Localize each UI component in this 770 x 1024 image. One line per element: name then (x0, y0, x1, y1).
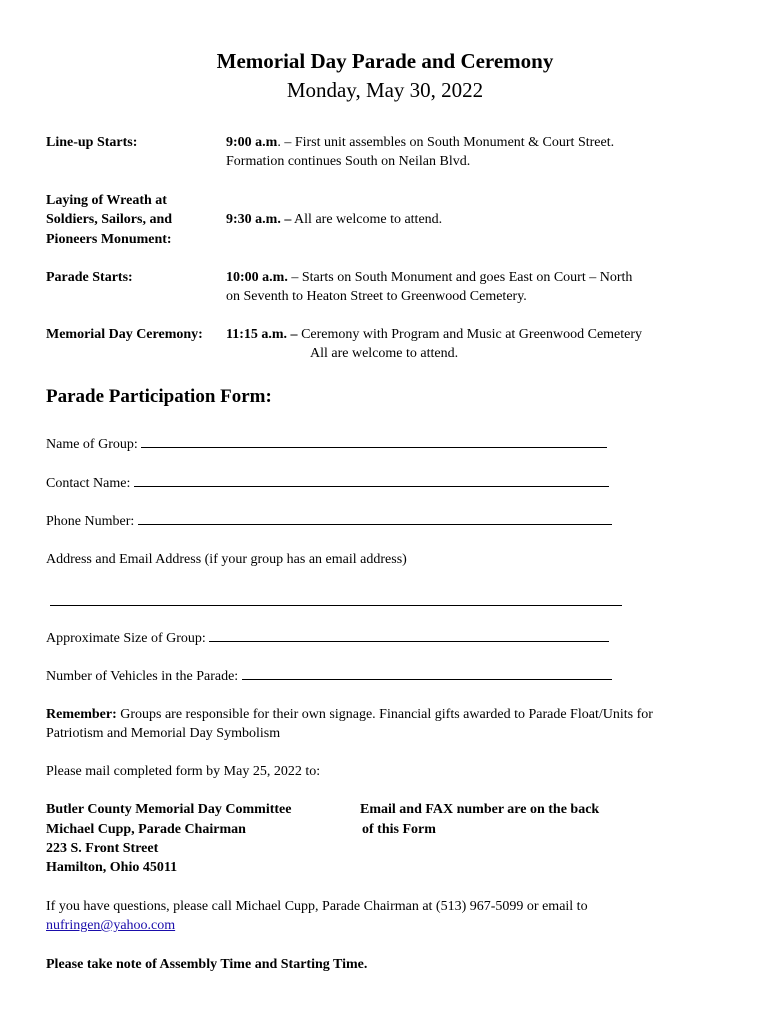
group-name-label: Name of Group: (46, 437, 138, 452)
group-size-row (46, 628, 609, 648)
parade-time: 10:00 a.m. (226, 270, 288, 285)
ceremony-desc-line1: Ceremony with Program and Music at Greenwood Cemetery (297, 327, 643, 342)
contact-name-row (46, 473, 609, 493)
wreath-label-line1: Laying of Wreath at (46, 193, 167, 208)
form-heading: Parade Participation Form: (46, 386, 272, 407)
lineup-desc-line1: . – First unit assembles on South Monument & Court Street. (277, 135, 615, 150)
phone-number-label: Phone Number: (46, 514, 135, 529)
remember-bold: Remember: (46, 707, 117, 722)
contact-name-field[interactable] (134, 473, 609, 487)
event-date: Monday, May 30, 2022 (286, 78, 484, 102)
email-row (46, 916, 175, 935)
wreath-desc: All are welcome to attend. (291, 212, 443, 227)
address-email-label: Address and Email Address (if your group has an email address) (46, 552, 407, 567)
group-size-field[interactable] (209, 628, 609, 642)
wreath-label-line3: Pioneers Monument: (46, 232, 172, 247)
address-line3: 223 S. Front Street (46, 841, 159, 856)
lineup-time: 9:00 a.m (226, 135, 278, 150)
address-line1: Butler County Memorial Day Committee (46, 802, 292, 817)
ceremony-time: 11:15 a.m. – (226, 327, 298, 342)
ceremony-label: Memorial Day Ceremony: (46, 327, 203, 342)
closing-note: Please take note of Assembly Time and Starting Time. (46, 957, 368, 972)
ceremony-detail (226, 325, 642, 344)
vehicles-field[interactable] (242, 666, 612, 680)
wreath-label-line2: Soldiers, Sailors, and (46, 212, 173, 227)
group-name-row (46, 434, 607, 454)
remember-line2: Patriotism and Memorial Day Symbolism (46, 726, 281, 741)
contact-name-label: Contact Name: (46, 476, 131, 491)
address-line4: Hamilton, Ohio 45011 (46, 860, 178, 875)
email-fax-note-line2: of this Form (362, 822, 436, 837)
wreath-detail (226, 210, 442, 229)
parade-label: Parade Starts: (46, 270, 133, 285)
group-name-field[interactable] (141, 434, 607, 448)
ceremony-desc-line2: All are welcome to attend. (310, 346, 459, 361)
lineup-detail (226, 133, 614, 152)
address-email-field[interactable] (50, 590, 622, 606)
questions-text: If you have questions, please call Michael Cupp, Parade Chairman at (513) 967-5099 or email to (46, 899, 588, 914)
address-line2: Michael Cupp, Parade Chairman (46, 822, 246, 837)
parade-desc-line1: – Starts on South Monument and goes East on Court – North (287, 270, 633, 285)
wreath-time: 9:30 a.m. – (226, 212, 292, 227)
lineup-label: Line-up Starts: (46, 135, 138, 150)
vehicles-row (46, 666, 612, 686)
group-size-label: Approximate Size of Group: (46, 631, 206, 646)
remember-line1 (46, 705, 653, 724)
page-title: Memorial Day Parade and Ceremony (216, 49, 554, 73)
parade-desc-line2: on Seventh to Heaton Street to Greenwood Cemetery. (226, 289, 527, 304)
email-link[interactable]: nufringen@yahoo.com (46, 918, 176, 933)
mail-instruction: Please mail completed form by May 25, 2022 to: (46, 764, 321, 779)
vehicles-label: Number of Vehicles in the Parade: (46, 669, 239, 684)
phone-number-row (46, 511, 612, 531)
remember-text: Groups are responsible for their own signage. Financial gifts awarded to Parade Float/Units for (116, 707, 653, 722)
lineup-desc-line2: Formation continues South on Neilan Blvd. (226, 154, 471, 169)
phone-number-field[interactable] (138, 511, 612, 525)
email-fax-note-line1: Email and FAX number are on the back (360, 802, 600, 817)
parade-detail (226, 268, 632, 287)
